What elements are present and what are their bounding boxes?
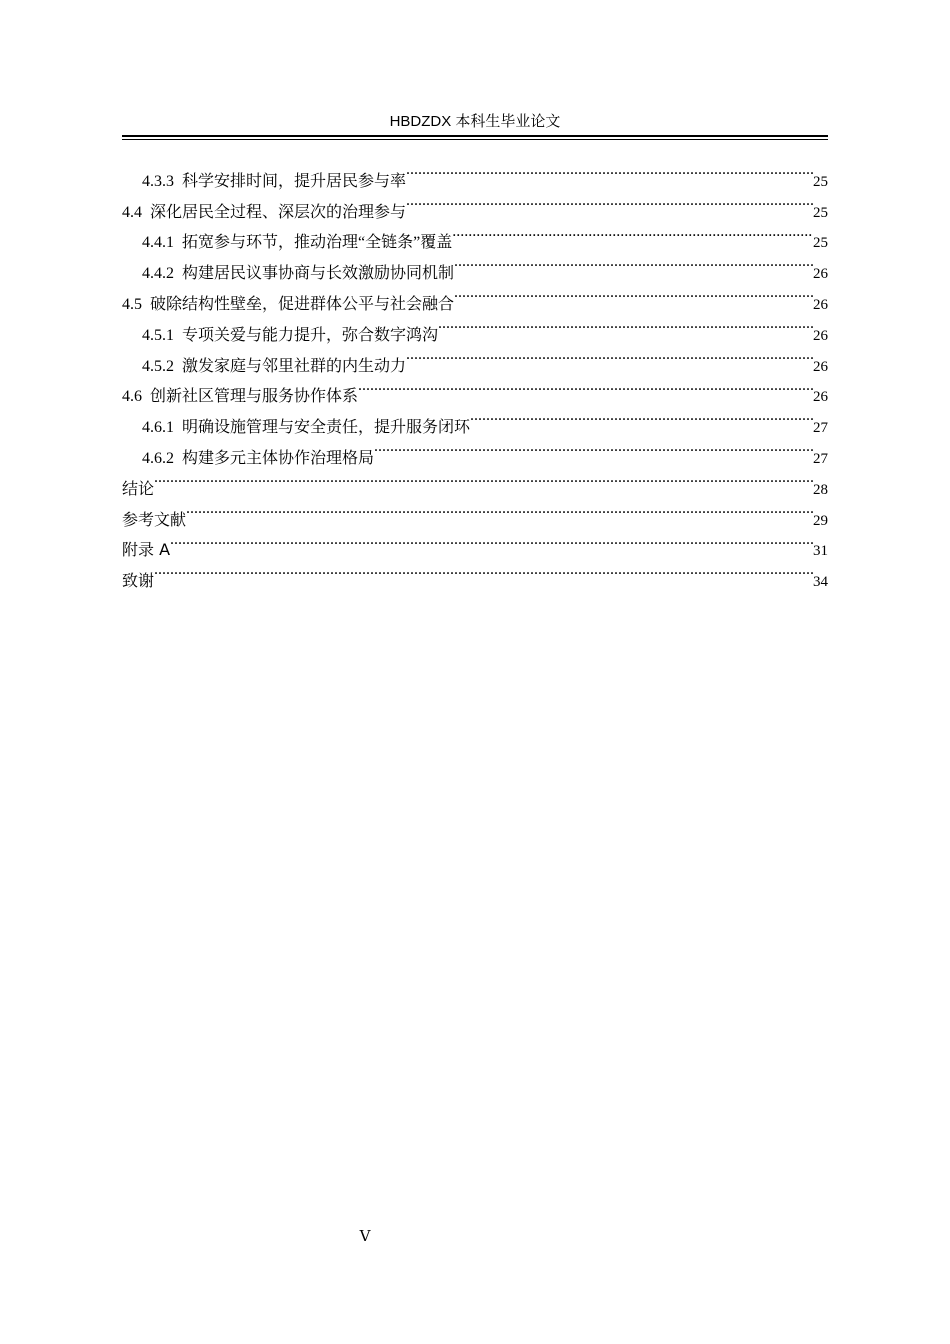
toc-entry-title: 专项关爱与能力提升，弥合数字鸿沟 (182, 326, 439, 344)
toc-leader-dots (406, 340, 813, 371)
toc-leader-dots (470, 401, 813, 432)
toc-entry-page: 28 (813, 481, 828, 498)
toc-entry-number: 4.3.3 (142, 172, 174, 190)
toc-entry-title: 结论 (122, 478, 155, 498)
toc-entry-title: 破除结构性壁垒，促进群体公平与社会融合 (150, 295, 455, 313)
toc-entry-title: 明确设施管理与安全责任，提升服务闭环 (182, 419, 471, 437)
toc-entry-title: 构建多元主体协作治理格局 (182, 449, 375, 467)
toc-entry-title: 激发家庭与邻里社群的内生动力 (182, 357, 407, 375)
table-of-contents (122, 155, 828, 591)
toc-entry-page: 26 (813, 358, 828, 375)
toc-entry-page: 26 (813, 389, 828, 406)
toc-entry-number: 4.4.1 (142, 234, 174, 252)
toc-entry[interactable] (122, 155, 828, 190)
toc-entry-title: 科学安排时间，提升居民参与率 (182, 172, 407, 190)
toc-entry-page: 27 (813, 450, 828, 467)
header-rule-thin (122, 139, 828, 140)
toc-entry-title: 附录 A (122, 540, 171, 560)
toc-leader-dots (454, 278, 813, 309)
toc-entry-page: 26 (813, 266, 828, 283)
toc-leader-dots (452, 217, 813, 248)
toc-leader-dots (358, 371, 813, 402)
toc-entry-title: 创新社区管理与服务协作体系 (150, 388, 359, 406)
toc-leader-dots (186, 494, 813, 525)
page-number: V (359, 1227, 371, 1245)
toc-leader-dots (406, 186, 813, 217)
toc-entry-page: 25 (813, 173, 828, 190)
toc-entry-page: 34 (813, 574, 828, 591)
toc-entry-number: 4.6.2 (142, 449, 174, 467)
page-header: HBDZDX 本科生毕业论文 (389, 113, 561, 130)
toc-entry-title: 拓宽参与环节，推动治理“全链条”覆盖 (182, 234, 453, 252)
toc-entry-number: 4.6 (122, 388, 142, 406)
toc-entry-number: 4.5.1 (142, 326, 174, 344)
toc-leader-dots (454, 247, 813, 278)
header-rule (122, 135, 828, 137)
toc-entry-number: 4.4.2 (142, 265, 174, 283)
toc-entry-title: 深化居民全过程、深层次的治理参与 (150, 203, 407, 221)
toc-leader-dots (374, 432, 813, 463)
toc-entry[interactable] (122, 463, 828, 498)
toc-entry-number: 4.4 (122, 203, 142, 221)
toc-entry[interactable] (122, 555, 828, 591)
toc-entry-number: 4.5.2 (142, 357, 174, 375)
toc-leader-dots (406, 155, 813, 186)
toc-leader-dots (154, 555, 813, 586)
toc-entry-number: 4.5 (122, 295, 142, 313)
toc-entry-page: 29 (813, 512, 828, 529)
toc-entry[interactable] (122, 525, 828, 560)
toc-entry-page: 25 (813, 235, 828, 252)
toc-entry-title: 参考文献 (122, 509, 187, 529)
toc-entry-page: 25 (813, 204, 828, 221)
toc-entry-page: 26 (813, 327, 828, 344)
toc-entry-page: 27 (813, 420, 828, 437)
toc-leader-dots (154, 463, 813, 494)
toc-entry-number: 4.6.1 (142, 419, 174, 437)
toc-leader-dots (170, 525, 813, 556)
toc-entry-title: 致谢 (122, 571, 155, 591)
toc-entry-page: 31 (813, 543, 828, 560)
toc-entry-title: 构建居民议事协商与长效激励协同机制 (182, 265, 455, 283)
toc-entry-page: 26 (813, 296, 828, 313)
toc-entry[interactable] (122, 494, 828, 529)
toc-leader-dots (438, 309, 813, 340)
